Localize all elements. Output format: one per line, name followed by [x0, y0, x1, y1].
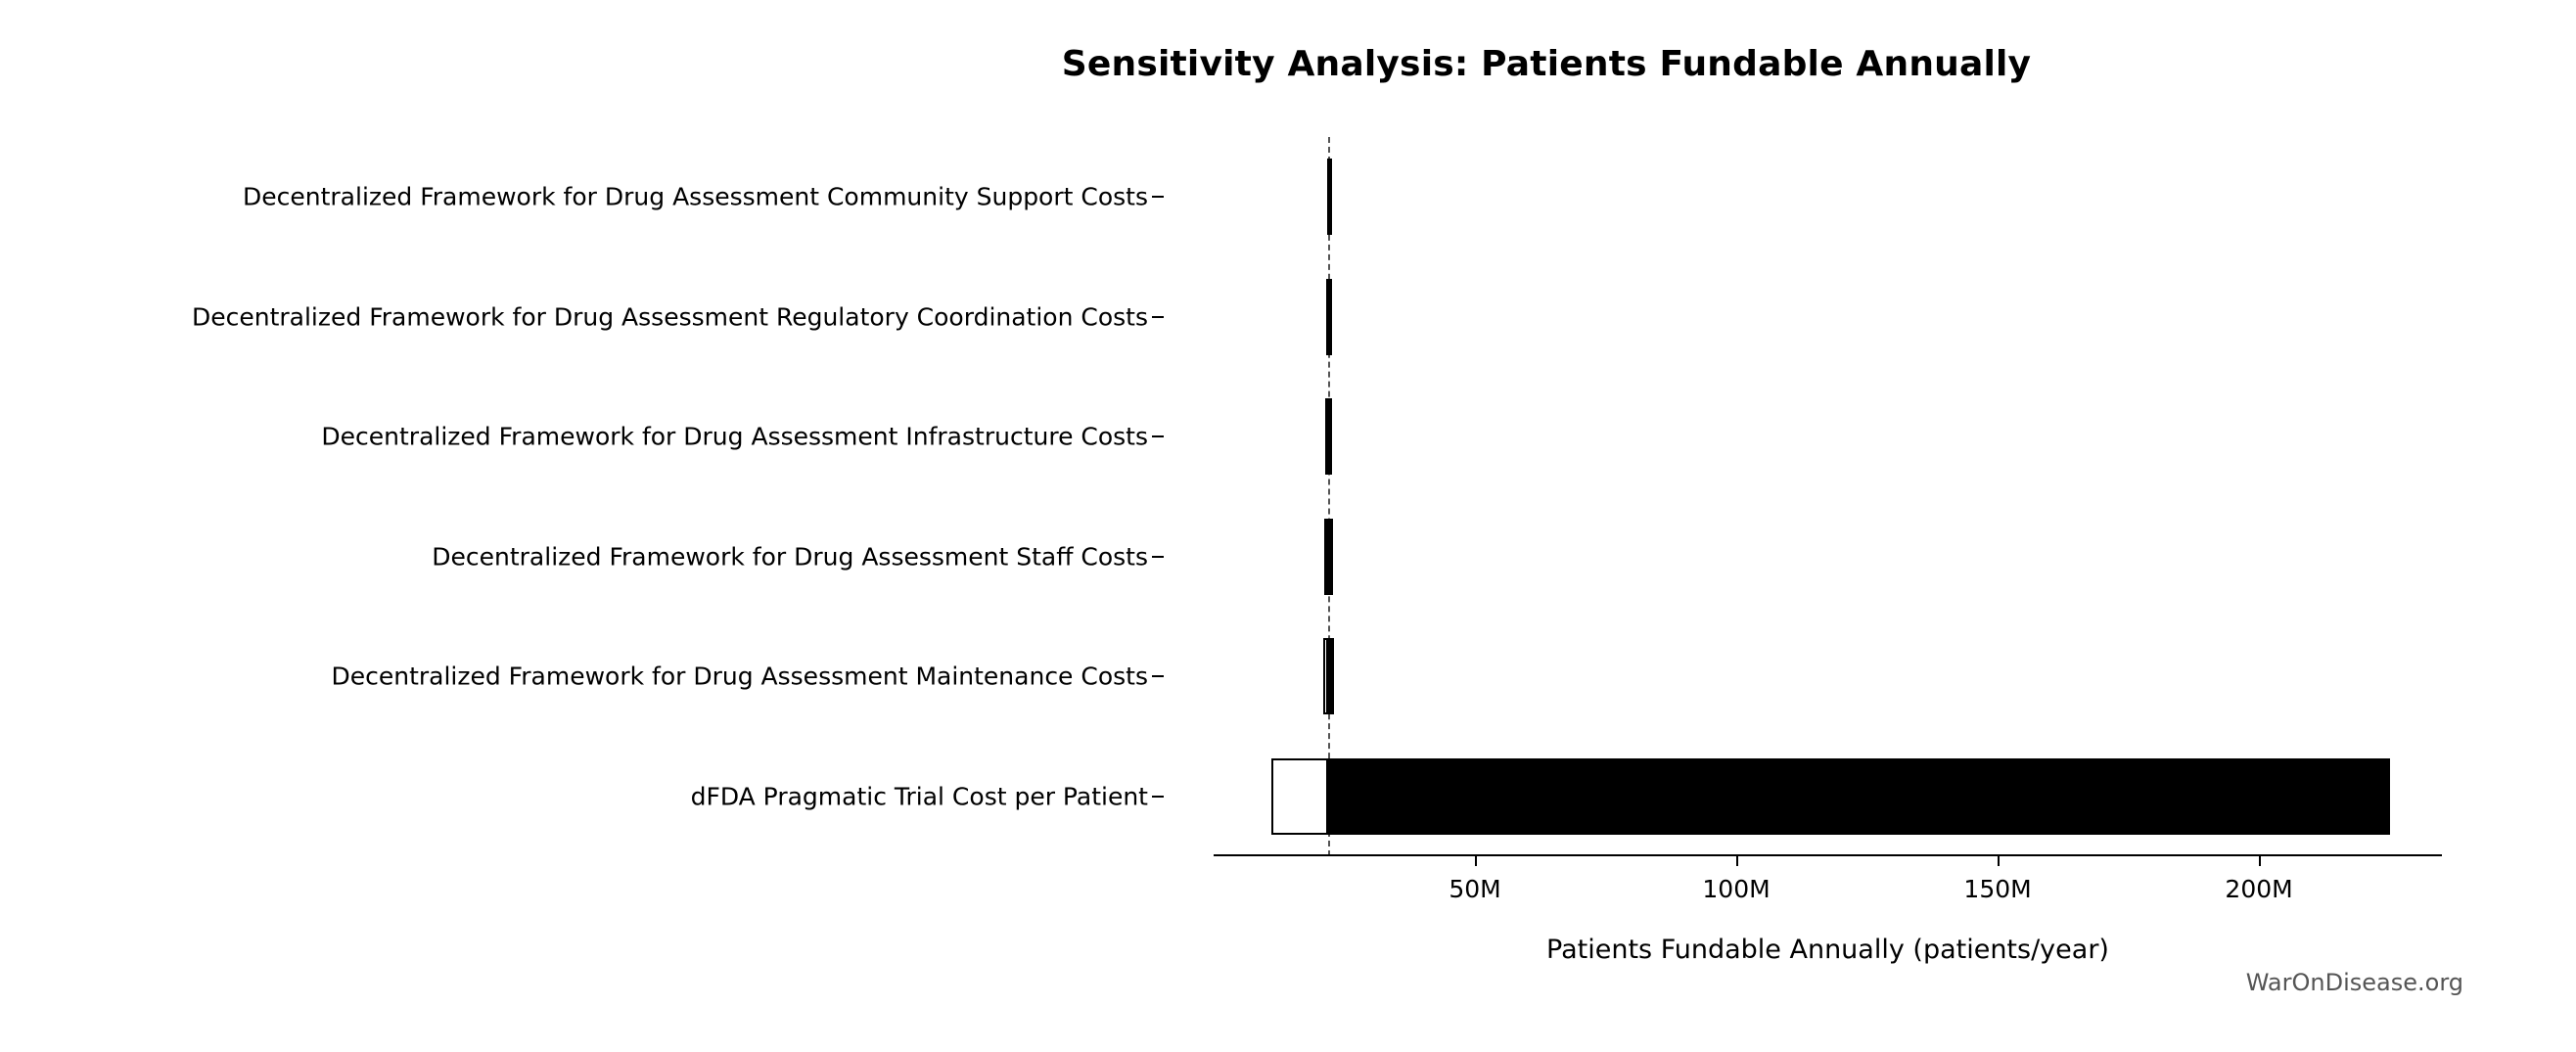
bar-segment-high — [1328, 159, 1332, 235]
baseline-reference-line — [1328, 137, 1330, 856]
chart-title: Sensitivity Analysis: Patients Fundable Annually — [1061, 44, 2032, 84]
watermark: WarOnDisease.org — [2245, 969, 2463, 996]
category-label: Decentralized Framework for Drug Assessment Regulatory Coordination Costs — [191, 302, 1148, 332]
category-label: Decentralized Framework for Drug Assessment Maintenance Costs — [331, 662, 1148, 691]
category-tick — [1152, 556, 1164, 558]
x-axis-line — [1214, 854, 2442, 856]
bar-segment-high — [1328, 638, 1333, 714]
bar-segment-low — [1271, 758, 1329, 835]
bar-segment-high — [1328, 279, 1332, 355]
category-tick — [1152, 435, 1164, 437]
x-axis-tick — [1998, 856, 2000, 866]
bar-segment-high — [1328, 758, 2389, 835]
category-axis — [0, 137, 1189, 856]
x-axis-tick — [1736, 856, 1738, 866]
category-tick — [1152, 796, 1164, 798]
x-axis-title: Patients Fundable Annually (patients/year) — [1546, 935, 2109, 965]
category-tick — [1152, 316, 1164, 318]
x-axis-tick — [1475, 856, 1477, 866]
category-label: Decentralized Framework for Drug Assessment Staff Costs — [432, 542, 1148, 572]
x-axis-tick-label: 200M — [2225, 875, 2293, 903]
x-axis-tick-label: 100M — [1702, 875, 1771, 903]
x-axis-tick-label: 50M — [1449, 875, 1501, 903]
category-label: dFDA Pragmatic Trial Cost per Patient — [690, 782, 1148, 811]
category-tick — [1152, 675, 1164, 677]
bar-segment-high — [1328, 398, 1332, 475]
x-axis-tick — [2259, 856, 2261, 866]
plot-area — [1214, 137, 2442, 903]
category-label: Decentralized Framework for Drug Assessment Community Support Costs — [243, 182, 1148, 211]
x-axis-tick-label: 150M — [1963, 875, 2032, 903]
bar-segment-high — [1328, 519, 1332, 595]
category-label: Decentralized Framework for Drug Assessment Infrastructure Costs — [321, 422, 1148, 451]
category-tick — [1152, 196, 1164, 198]
